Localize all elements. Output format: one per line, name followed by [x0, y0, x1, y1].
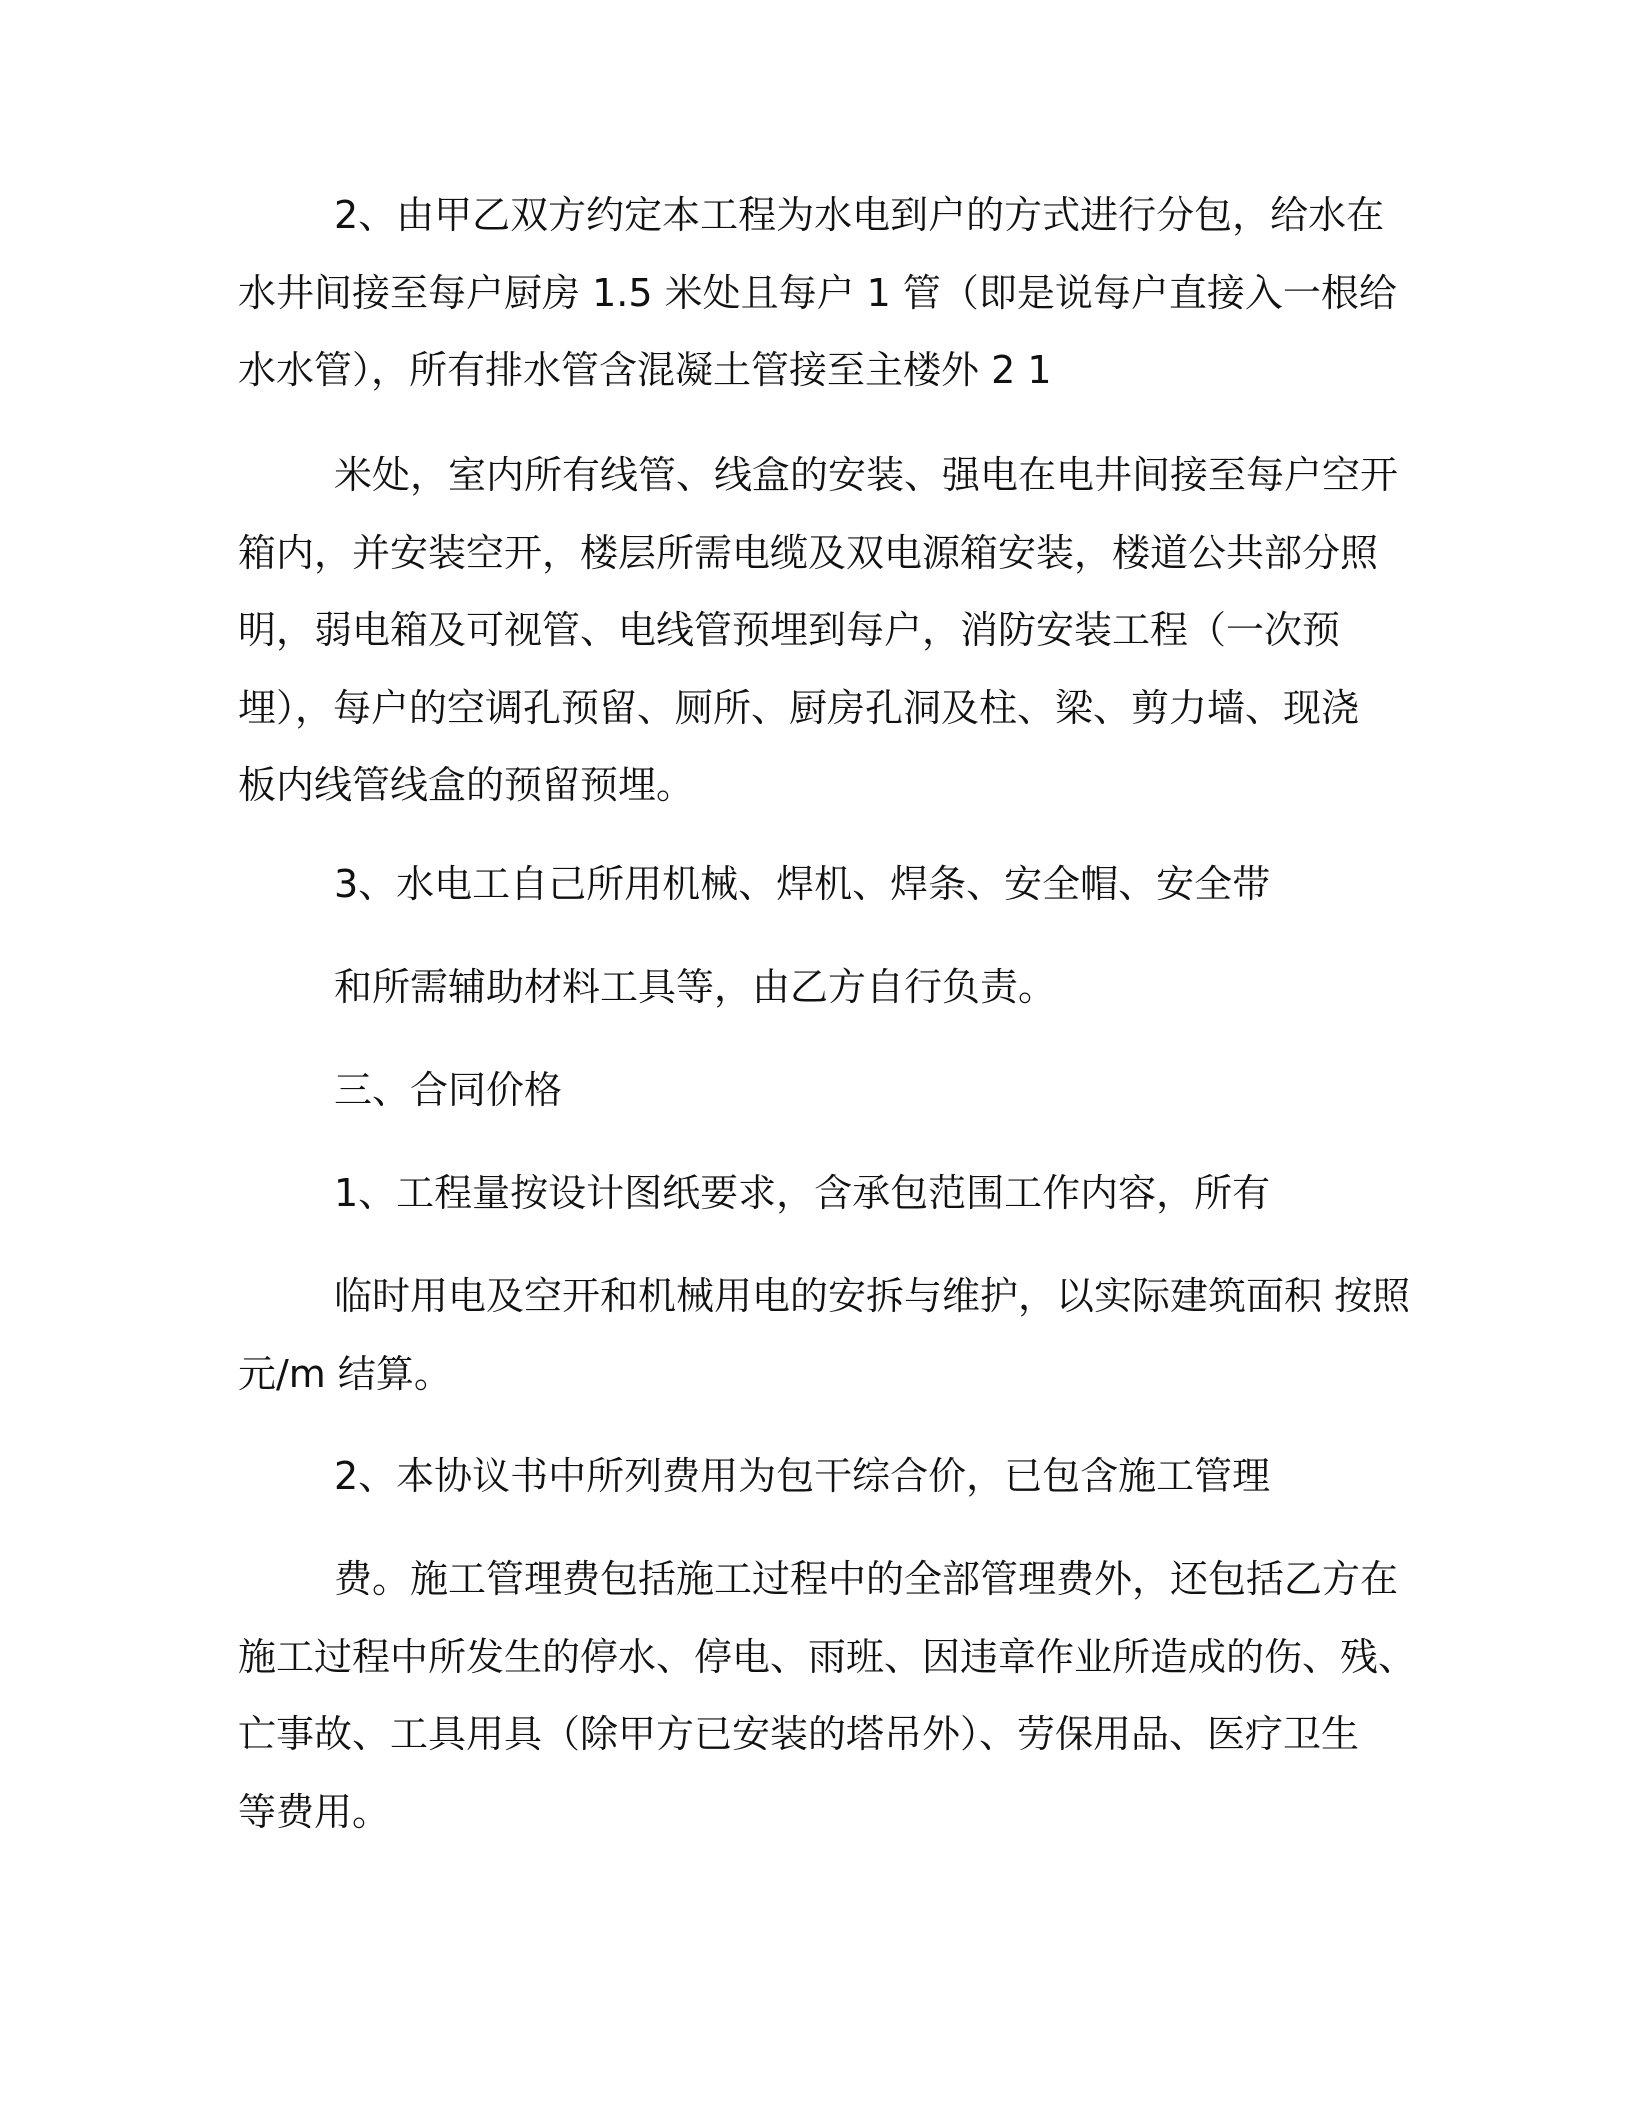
text-line: 明，弱电箱及可视管、电线管预埋到每户，消防安装工程（一次预	[238, 608, 1341, 652]
text-line: 元/m 结算。	[238, 1351, 452, 1396]
paragraph-electric-scope	[238, 437, 1399, 825]
text-line: 等费用。	[238, 1789, 391, 1834]
text-line: 水水管），所有排水管含混凝土管接至主楼外 2 1	[238, 348, 1052, 392]
text-line: 2、本协议书中所列费用为包干综合价，已包含施工管理	[334, 1454, 1271, 1498]
text-line: 施工过程中所发生的停水、停电、雨班、因违章作业所造成的伤、残、	[238, 1634, 1417, 1679]
text-line: 和所需辅助材料工具等，由乙方自行负责。	[334, 965, 1057, 1009]
text-line: 水井间接至每户厨房 1.5 米处且每户 1 管（即是说每户直接入一根给	[238, 270, 1397, 315]
paragraph-water-scope	[238, 177, 1397, 410]
paragraph-lump-sum	[238, 1438, 1388, 1516]
text-line: 箱内，并安装空开，楼层所需电缆及双电源箱安装，楼道公共部分照	[238, 530, 1379, 575]
paragraph-tools	[238, 846, 1388, 924]
text-line: 1、工程量按设计图纸要求，含承包范围工作内容，所有	[334, 1171, 1271, 1215]
paragraph-quantity	[238, 1155, 1388, 1233]
paragraph-tools-cont	[238, 949, 1388, 1027]
text-line: 板内线管线盒的预留预埋。	[238, 763, 695, 807]
section-heading-contract-price	[238, 1052, 1388, 1130]
text-line: 三、合同价格	[334, 1068, 563, 1112]
text-line: 临时用电及空开和机械用电的安拆与维护，以实际建筑面积 按照	[334, 1274, 1411, 1318]
text-line: 3、水电工自己所用机械、焊机、焊条、安全帽、安全带	[334, 862, 1271, 906]
text-line: 2、由甲乙双方约定本工程为水电到户的方式进行分包，给水在	[334, 193, 1385, 237]
text-line: 费。施工管理费包括施工过程中的全部管理费外，还包括乙方在	[334, 1557, 1399, 1601]
text-line: 亡事故、工具用具（除甲方已安装的塔吊外）、劳保用品、医疗卫生	[238, 1712, 1360, 1756]
text-line: 埋），每户的空调孔预留、厕所、厨房孔洞及柱、梁、剪力墙、现浇	[238, 685, 1360, 730]
paragraph-management-fee	[238, 1541, 1417, 1851]
paragraph-temporary-power	[238, 1258, 1411, 1413]
text-line: 米处，室内所有线管、线盒的安装、强电在电井间接至每户空开	[334, 453, 1399, 497]
